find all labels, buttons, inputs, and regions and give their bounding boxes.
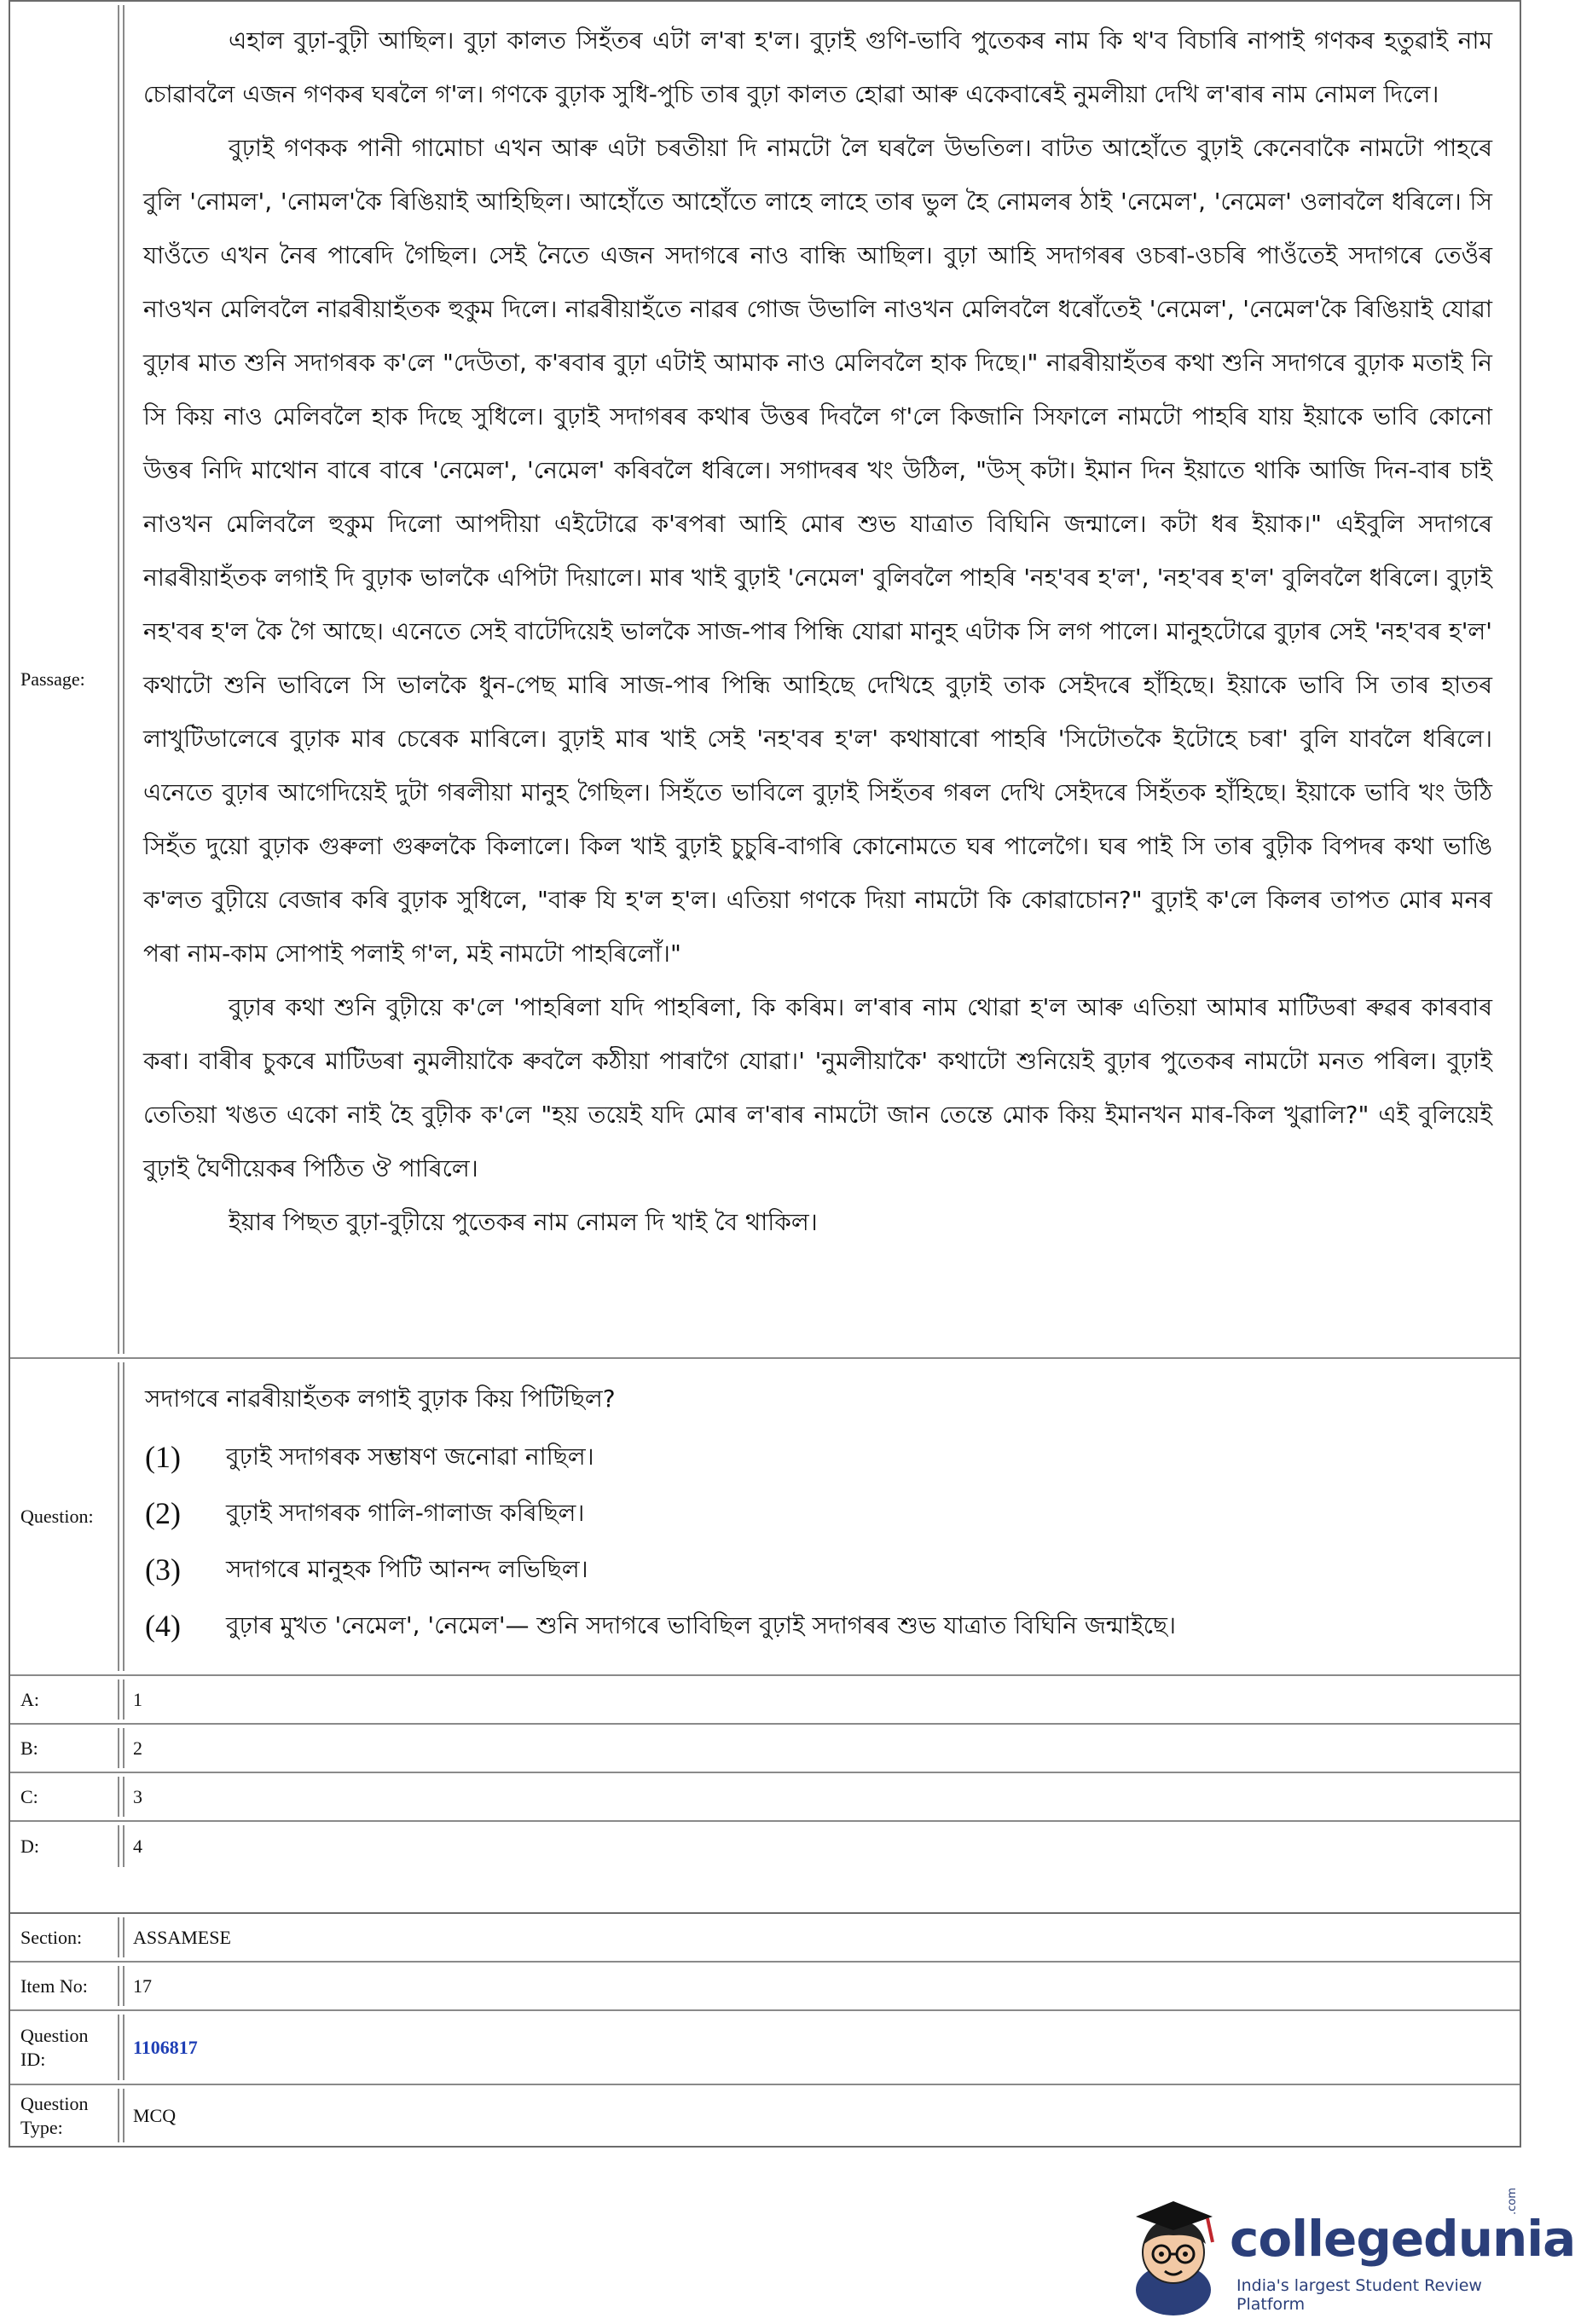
option-number: (3) <box>145 1552 181 1587</box>
answer-label-d: D: <box>14 1825 119 1867</box>
passage-paragraph: এহাল বুঢ়া-বুঢ়ী আছিল। বুঢ়া কালত সিহঁতৰ এটা ল'ৰা হ'ল। বুঢ়াই গুণি-ভাবি পুতেকৰ নাম কি থ'ব বিচাৰি নাপাই গণকৰ হতুৱাই নাম চোৱাবলৈ এজন গণকৰ ঘৰলৈ গ'ল। গণকে বুঢ়াক সুধি-পুচি তাৰ বুঢ়া কালত হোৱা আৰু একেবাৰেই নুমলীয়া দেখি ল'ৰাৰ নাম নোমল দিলে। <box>143 26 1492 108</box>
option-number: (2) <box>145 1496 181 1530</box>
question-type-value: MCQ <box>123 2089 1516 2142</box>
question-label: Question: <box>14 1362 119 1671</box>
collegedunia-logo[interactable] <box>1124 2188 1575 2317</box>
question-id-row <box>10 2011 1520 2085</box>
passage-text <box>123 5 1516 1354</box>
option-text: বুঢ়াই সদাগৰক গালি-গালাজ কৰিছিল। <box>226 1499 585 1527</box>
question-type-label: Question Type: <box>14 2089 119 2142</box>
section-value: ASSAMESE <box>123 1917 1516 1957</box>
answer-value-c: 3 <box>123 1777 1516 1817</box>
option-number: (4) <box>145 1609 181 1643</box>
option-text: বুঢ়াই সদাগৰক সম্ভাষণ জনোৱা নাছিল। <box>226 1442 594 1471</box>
answer-label-a: A: <box>14 1679 119 1720</box>
option-2 <box>145 1485 1492 1541</box>
question-row <box>10 1359 1520 1676</box>
question-table <box>9 0 1521 1925</box>
logo-suffix: .com <box>1506 2188 1519 2215</box>
question-id-value: 1106817 <box>123 2015 1516 2080</box>
answer-value-b: 2 <box>123 1728 1516 1768</box>
passage-paragraph: বুঢ়াৰ কথা শুনি বুঢ়ীয়ে ক'লে 'পাহৰিলা যদি পাহৰিলা, কি কৰিম। ল'ৰাৰ নাম থোৱা হ'ল আৰু এতিয়া আমাৰ মাটিডৰা ৰুৱৰ কাৰবাৰ কৰা। বাৰীৰ চুকৰে মাটিডৰা নুমলীয়াকৈ ৰুবলৈ কঠীয়া পাৰাগৈ যোৱা।' 'নুমলীয়াকৈ' কথাটো শুনিয়েই বুঢ়াৰ পুতেকৰ নামটো মনত পৰিল। বুঢ়াই তেতিয়া খঙত একো নাই হৈ বুঢ়ীক ক'লে "হয় তয়েই যদি মোৰ ল'ৰাৰ নামটো জান তেন্তে মোক কিয় ইমানখন মাৰ-কিল খুৱালি?" এই বুলিয়েই বুঢ়াই ঘৈণীয়েকৰ পিঠিত ঔ পাৰিলে। <box>143 993 1492 1182</box>
passage-paragraph: বুঢ়াই গণকক পানী গামোচা এখন আৰু এটা চৰতীয়া দি নামটো লৈ ঘৰলৈ উভতিল। বাটত আহোঁতে বুঢ়াই কেনেবাকৈ নামটো পাহৰে বুলি 'নোমল', 'নোমল'কৈ ৰিঙিয়াই আহিছিল। আহোঁতে আহোঁতে লাহে লাহে তাৰ ভুল হৈ নোমলৰ ঠাই 'নেমেল', 'নেমেল' ওলাবলৈ ধৰিলে। সি যাওঁতে এখন নৈৰ পাৰেদি গৈছিল। সেই নৈতে এজন সদাগৰে নাও বান্ধি আছিল। বুঢ়া আহি সদাগৰৰ ওচৰা-ওচৰি পাওঁতেই সদাগৰে তেওঁৰ নাওখন মেলিবলৈ নাৱৰীয়াহঁতক হুকুম দিলে। নাৱৰীয়াহঁতে নাৱৰ গোজ উভালি নাওখন মেলিবলৈ ধৰোঁতেই 'নেমেল', 'নেমেল'কৈ ৰিঙিয়াই যোৱা বুঢ়াৰ মাত শুনি সদাগৰক ক'লে "দেউতা, ক'ৰবাৰ বুঢ়া এটাই আমাক নাও মেলিবলৈ হাক দিছে।" নাৱৰীয়াহঁতৰ কথা শুনি সদাগৰে বুঢ়াক মতাই নি সি কিয় নাও মেলিবলৈ হাক দিছে সুধিলে। বুঢ়াই সদাগৰৰ কথাৰ উত্তৰ দিবলৈ গ'লে কিজানি সিফালে নামটো পাহৰি যায় ইয়াকে ভাবি কোনো উত্তৰ নিদি মাথোন বাৰে বাৰে 'নেমেল', 'নেমেল' কৰিবলৈ ধৰিলে। সগাদৰৰ খং উঠিল, "উস্ কটা। ইমান দিন ইয়াতে থাকি আজি দিন-বাৰ চাই নাওখন মেলিবলৈ হুকুম দিলো আপদীয়া এইটোৱে ক'ৰপৰা আহি মোৰ শুভ যাত্ৰাত বিঘিনি জন্মালে। কটা ধৰ ইয়াক।" এইবুলি সদাগৰে নাৱৰীয়াহঁতক লগাই দি বুঢ়াক ভালকৈ এপিটা দিয়ালে। মাৰ খাই বুঢ়াই 'নেমেল' বুলিবলৈ পাহৰি 'নহ'বৰ হ'ল', 'নহ'বৰ হ'ল' বুলিবলৈ ধৰিলে। বুঢ়াই নহ'বৰ হ'ল কৈ গৈ আছে। এনেতে সেই বাটেদিয়েই ভালকৈ সাজ-পাৰ পিন্ধি যোৱা মানুহ এটাক সি লগ পালে। মানুহটোৱে বুঢ়াৰ সেই 'নহ'বৰ হ'ল' কথাটো শুনি ভাবিলে সি ভালকৈ ধুন-পেছ মাৰি সাজ-পাৰ পিন্ধি আহিছে দেখিহে বুঢ়াই তাক সেইদৰে হাঁহিছে। ইয়াকে ভাবি সি তাৰ হাতৰ লাখুটিডালেৰে বুঢ়াক মাৰ চেৰেক মাৰিলে। বুঢ়াই মাৰ খাই সেই 'নহ'বৰ হ'ল' কথাষাৰো পাহৰি 'সিটোতকৈ ইটোহে চৰা' বুলি যাবলৈ ধৰিলে। এনেতে বুঢ়াৰ আগেদিয়েই দুটা গৰলীয়া মানুহ গৈছিল। সিহঁতে ভাবিলে বুঢ়াই সিহঁতৰ গৰল দেখি সেইদৰে সিহঁতক হাঁহিছে। ইয়াকে ভাবি খং উঠি সিহঁত দুয়ো বুঢ়াক গুৰুলা গুৰুলকৈ কিলালে। কিল খাই বুঢ়াই চুচুৰি-বাগৰি কোনোমতে ঘৰ পালেগৈ। ঘৰ পাই সি তাৰ বুঢ়ীক বিপদৰ কথা ভাঙি ক'লত বুঢ়ীয়ে বেজাৰ কৰি বুঢ়াক সুধিলে, "বাৰু যি হ'ল হ'ল। এতিয়া গণকে দিয়া নামটো কি কোৱাচোন?" বুঢ়াই ক'লে কিলৰ তাপত মোৰ মনৰ পৰা নাম-কাম সোপাই পলাই গ'ল, মই নামটো পাহৰিলোঁ।" <box>143 134 1492 968</box>
option-1 <box>145 1429 1492 1485</box>
passage-row <box>10 2 1520 1359</box>
option-3 <box>145 1541 1492 1598</box>
question-body <box>123 1362 1516 1671</box>
question-id-label: Question ID: <box>14 2015 119 2080</box>
logo-wordmark: collegedunia <box>1230 2210 1575 2268</box>
item-no-value: 17 <box>123 1966 1516 2006</box>
answer-row-a <box>10 1676 1520 1725</box>
answer-value-d: 4 <box>123 1825 1516 1867</box>
student-mascot-icon <box>1124 2189 1226 2317</box>
option-4 <box>145 1598 1492 1654</box>
option-number: (1) <box>145 1440 181 1474</box>
option-text: সদাগৰে মানুহক পিটি আনন্দ লভিছিল। <box>226 1555 588 1583</box>
logo-tagline: India's largest Student Review Platform <box>1236 2276 1482 2314</box>
meta-table <box>9 1912 1521 2148</box>
answer-row-b <box>10 1725 1520 1773</box>
option-text: বুঢ়াৰ মুখত 'নেমেল', 'নেমেল'— শুনি সদাগৰে ভাবিছিল বুঢ়াই সদাগৰৰ শুভ যাত্ৰাত বিঘিনি জন্মাইছে। <box>226 1611 1177 1639</box>
section-row <box>10 1914 1520 1963</box>
answer-value-a: 1 <box>123 1679 1516 1720</box>
passage-paragraph: ইয়াৰ পিছত বুঢ়া-বুঢ়ীয়ে পুতেকৰ নাম নোমল দি খাই বৈ থাকিল। <box>229 1208 818 1236</box>
answer-label-c: C: <box>14 1777 119 1817</box>
answer-label-b: B: <box>14 1728 119 1768</box>
passage-label: Passage: <box>14 5 119 1354</box>
item-no-label: Item No: <box>14 1966 119 2006</box>
item-no-row <box>10 1963 1520 2011</box>
question-stem: সদাগৰে নাৱৰীয়াহঁতক লগাই বুঢ়াক কিয় পিটিছিল? <box>145 1385 616 1413</box>
answer-row-d <box>10 1822 1520 1870</box>
section-label: Section: <box>14 1917 119 1957</box>
question-type-row <box>10 2085 1520 2146</box>
answer-row-c <box>10 1773 1520 1822</box>
